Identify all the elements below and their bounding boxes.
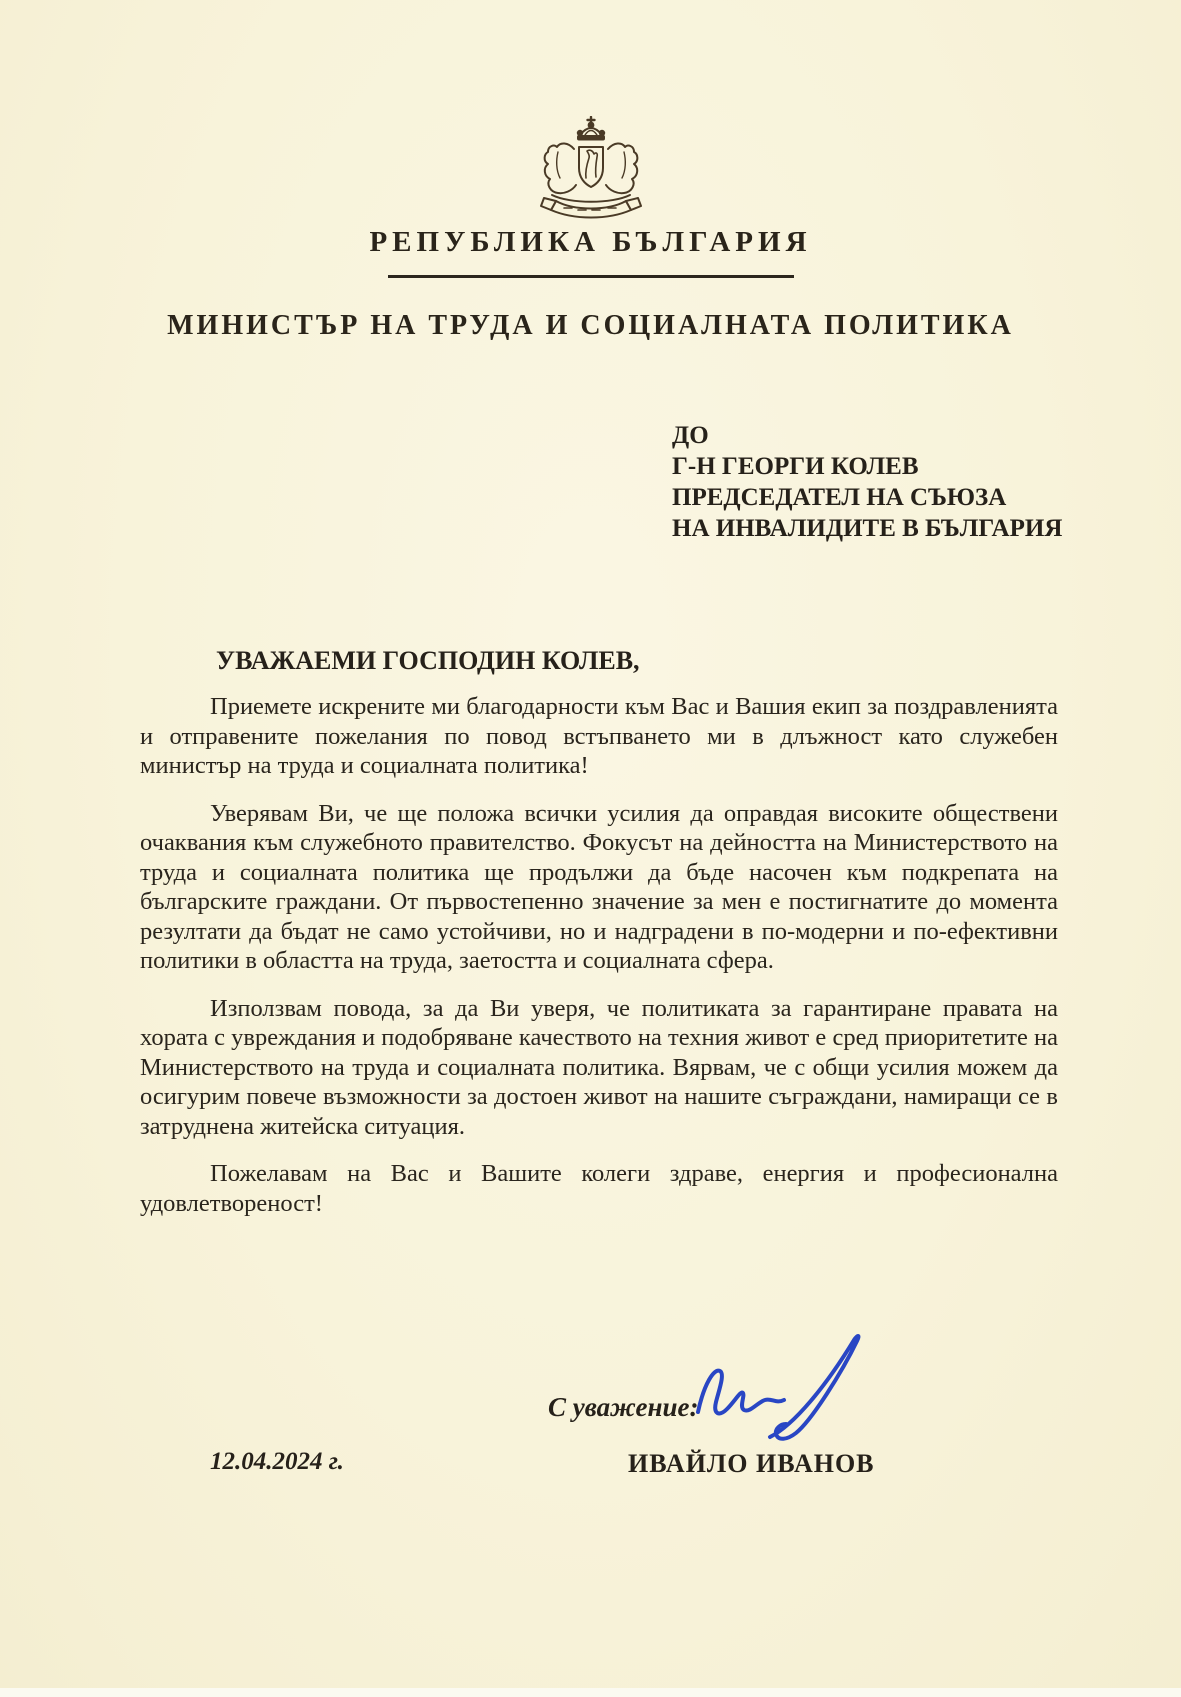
letter-date: 12.04.2024 г. bbox=[210, 1448, 344, 1475]
recipient-block bbox=[672, 420, 1062, 544]
body-paragraph-3: Използвам повода, за да Ви уверя, че политиката за гарантиране правата на хората с увреждания и подобряване качеството на техния живот е сред приоритетите на Министерството на труда и социалната политика. Вярвам, че с общи усилия можем да осигурим повече възможности за достоен живот на нашите съграждани, намиращи се в затруднена житейска ситуация. bbox=[140, 994, 1058, 1140]
republic-title: РЕПУБЛИКА БЪЛГАРИЯ bbox=[369, 226, 812, 258]
body-paragraph-4: Пожелавам на Вас и Вашите колеги здраве, енергия и професионална удовлетвореност! bbox=[140, 1160, 1058, 1217]
body-paragraph-2: Уверявам Ви, че ще положа всички усилия да оправдая високите обществени очаквания към служебното правителство. Фокусът на дейността на Министерството на труда и социалната политика ще продължи да бъде насочен към подкрепата на българските граждани. От първостепенно значение за мен е постигнатите до момента резултати да бъдат не само устойчиви, но и надградени в по-модерни и по-ефективни политики в областта на труда, заетостта и социалната сфера. bbox=[140, 799, 1058, 974]
closing-label: С уважение: bbox=[548, 1392, 699, 1422]
recipient-line-title2: НА ИНВАЛИДИТЕ В БЪЛГАРИЯ bbox=[672, 515, 1063, 542]
letter-body bbox=[140, 692, 1058, 1236]
salutation: УВАЖАЕМИ ГОСПОДИН КОЛЕВ, bbox=[216, 646, 640, 675]
recipient-line-title1: ПРЕДСЕДАТЕЛ НА СЪЮЗА bbox=[672, 484, 1007, 511]
signer-name: ИВАЙЛО ИВАНОВ bbox=[628, 1449, 875, 1478]
minister-title: МИНИСТЪР НА ТРУДА И СОЦИАЛНАТА ПОЛИТИКА bbox=[167, 310, 1014, 341]
recipient-line-to: ДО bbox=[672, 422, 709, 449]
header-rule bbox=[388, 275, 794, 278]
signature-icon bbox=[686, 1328, 876, 1453]
recipient-line-name: Г-Н ГЕОРГИ КОЛЕВ bbox=[672, 453, 919, 480]
scan-edge bbox=[0, 1688, 1181, 1697]
bulgarian-coat-of-arms-icon bbox=[530, 116, 652, 227]
body-paragraph-1: Приемете искрените ми благодарности към Вас и Вашия екип за поздравленията и отправените пожелания по повод встъпването ми в длъжност като служебен министър на труда и социалната политика! bbox=[140, 693, 1058, 779]
